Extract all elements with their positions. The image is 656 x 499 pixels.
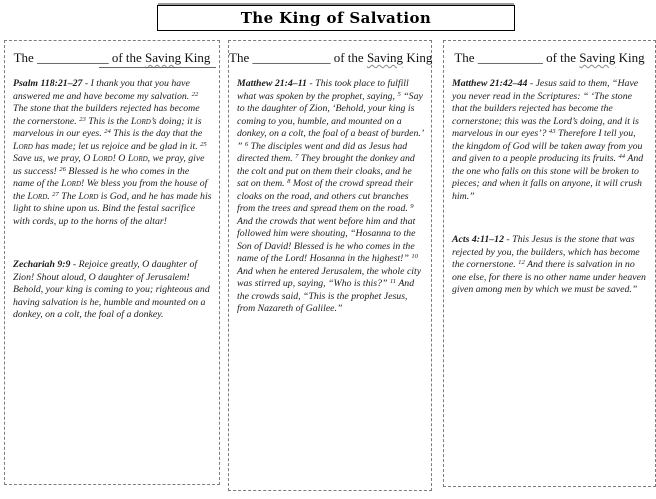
verse-number: 44 bbox=[618, 153, 626, 161]
passage-body: Jesus said to them, “Have you never read in the Scriptures: “ ‘The stone that the builders rejected has become the cornerstone; this was the Lord’s doing, and it is marvelous in our eyes’? $^{43}$ Therefore I tell you, the kingdom of God will be taken away from you and given to a people producing its fruits. $^{44}$ And the one who falls on this stone will be broken to pieces; and when it falls on anyone, it will crush him.” bbox=[452, 78, 644, 202]
header-suffix: King bbox=[403, 50, 433, 65]
header-underline bbox=[99, 67, 216, 68]
verse-number: 5 bbox=[397, 90, 401, 98]
header-fill-in-blank: ____________ bbox=[252, 50, 331, 65]
small-caps-word: Lord bbox=[27, 190, 48, 202]
small-caps-word: Lord bbox=[78, 190, 99, 202]
header-middle: of the bbox=[330, 50, 367, 65]
passage-reference: Matthew 21:4–11 bbox=[237, 78, 307, 89]
small-caps-word: Lord bbox=[61, 178, 82, 189]
header-middle: of the bbox=[542, 50, 580, 65]
passage-body: Rejoice greatly, O daughter of Zion! Shout aloud, O daughter of Jerusalem! Behold, your king is coming to you; righteous and having salvation is he, humble and mounted on a donkey, on a colt, the foal of a donkey. bbox=[13, 259, 210, 320]
verse-number: 24 bbox=[104, 128, 111, 136]
header-suffix: King bbox=[181, 50, 211, 65]
header-middle: of the bbox=[108, 50, 146, 65]
passage-reference: Zechariah 9:9 bbox=[13, 259, 71, 270]
verse-number: 8 bbox=[287, 178, 291, 186]
small-caps-word: Lord bbox=[92, 153, 113, 164]
verse-number: 9 bbox=[410, 203, 414, 211]
verse-number: 10 bbox=[411, 253, 418, 261]
passage-reference: Acts 4:11–12 bbox=[452, 234, 504, 245]
column-header bbox=[444, 50, 655, 66]
verse-number: 12 bbox=[518, 259, 525, 267]
verse-number: 22 bbox=[191, 90, 199, 98]
passage: Zechariah 9:9 - Rejoice greatly, O daughter of Zion! Shout aloud, O daughter of Jerusalem! Behold, your king is coming to you; righteous and having salvation is he, humble and mounted on a donkey, on a colt, the foal of a donkey. bbox=[13, 259, 210, 320]
passage-body: This took place to fulfill what was spoken by the prophet, saying, $^5$ “Say to the daughter of Zion, ‘Behold, your king is coming to you, humble, and mounted on a donkey, on a colt, the foal of a beast of burden.’ ” $^6$ The disciples went and did as Jesus had directed them. $^7$ They brought the donkey and the colt and put on them their cloaks, and he sat on them. $^8$ Most of the crowd spread their cloaks on the road, and others cut branches from the trees and spread them on the road. $^9$ And the crowds that went before him and that followed him were shouting, “Hosanna to the Son of David! Blessed is he who comes in the name of the Lord! Hosanna in the highest!” $^{10}$ And when he entered Jerusalem, the whole city was stirred up, saying, “Who is this?” $^{11}$ And the crowds said, “This is the prophet Jesus, from Nazareth of Galilee.” bbox=[237, 78, 424, 314]
title-box bbox=[157, 5, 515, 31]
header-prefix: The bbox=[229, 50, 253, 65]
verse-number: 23 bbox=[79, 115, 86, 123]
verse-number: 43 bbox=[548, 128, 556, 136]
header-fill-in-blank: ___________ bbox=[37, 50, 109, 65]
page-title: The King of Salvation bbox=[240, 9, 432, 27]
verse-number: 7 bbox=[295, 153, 299, 161]
column-2 bbox=[228, 40, 432, 491]
column-3 bbox=[443, 40, 656, 487]
passage: Matthew 21:42–44 - Jesus said to them, “Have you never read in the Scriptures: “ ‘The stone that the builders rejected has become the cornerstone; this was the Lord’s doing, and it is marvelous in our eyes’? $^{43}$ Therefore I tell you, the kingdom of God will be taken away from you and given to a people producing its fruits. $^{44}$ And the one who falls on this stone will be broken to pieces; and when it falls on anyone, it will crush him.” bbox=[452, 78, 644, 202]
passage-reference: Matthew 21:42–44 bbox=[452, 78, 528, 89]
passage-body: This Jesus is the stone that was rejected by you, the builders, which has become the cornerstone. $^{12}$ And there is salvation in no one else, for there is no other name under heaven given among men by which we must be saved.” bbox=[452, 234, 646, 295]
header-prefix: The bbox=[454, 50, 478, 65]
passage: Psalm 118:21–27 - I thank you that you have answered me and have become my salvation. $^{22}$ The stone that the builders rejected has become the cornerstone. $^{23}$ This is the Lord’s doing; it is marvelous in our eyes. $^{24}$ This is the day that the Lord has made; let us rejoice and be glad in it. $^{25}$ Save us, we pray, O Lord! O Lord, we pray, give us success! $^{26}$ Blessed is he who comes in the name of the Lord! We bless you from the house of the Lord. $^{27}$ The Lord is God, and he has made his light to shine upon us. Bind the festal sacrifice with cords, up to the horns of the altar! bbox=[13, 78, 212, 227]
column-1 bbox=[4, 40, 220, 485]
passage: Matthew 21:4–11 - This took place to fulfill what was spoken by the prophet, saying, $^5$ “Say to the daughter of Zion, ‘Behold, your king is coming to you, humble, and mounted on a donkey, on a colt, the foal of a beast of burden.’ ” $^6$ The disciples went and did as Jesus had directed them. $^7$ They brought the donkey and the colt and put on them their cloaks, and he sat on them. $^8$ Most of the crowd spread their cloaks on the road, and others cut branches from the trees and spread them on the road. $^9$ And the crowds that went before him and that followed him were shouting, “Hosanna to the Son of David! Blessed is he who comes in the name of the Lord! Hosanna in the highest!” $^{10}$ And when he entered Jerusalem, the whole city was stirred up, saying, “Who is this?” $^{11}$ And the crowds said, “This is the prophet Jesus, from Nazareth of Galilee.” bbox=[237, 78, 424, 314]
verse-number: 25 bbox=[200, 140, 207, 148]
header-suffix: King bbox=[615, 50, 645, 65]
small-caps-word: Lord bbox=[13, 140, 33, 152]
verse-number: 27 bbox=[52, 190, 59, 198]
passage: Acts 4:11–12 - This Jesus is the stone that was rejected by you, the builders, which has become the cornerstone. $^{12}$ And there is salvation in no one else, for there is no other name under heaven given among men by which we must be saved.” bbox=[452, 234, 646, 295]
small-caps-word: Lord bbox=[127, 153, 148, 164]
header-prefix: The bbox=[13, 50, 38, 65]
column-header bbox=[229, 50, 431, 66]
verse-number: 11 bbox=[389, 278, 397, 286]
header-underlined-word: Saving bbox=[579, 50, 616, 65]
passages bbox=[444, 66, 655, 297]
header-underlined-word: Saving bbox=[366, 50, 404, 65]
column-header bbox=[5, 50, 219, 66]
header-underlined-word: Saving bbox=[145, 50, 182, 65]
passage-reference: Psalm 118:21–27 bbox=[13, 78, 83, 89]
verse-number: 26 bbox=[59, 165, 66, 173]
passages bbox=[229, 66, 431, 316]
small-caps-word: Lord bbox=[130, 115, 151, 127]
passage-body: I thank you that you have answered me and have become my salvation. $^{22}$ The stone that the builders rejected has become the cornerstone. $^{23}$ This is the Lord’s doing; it is marvelous in our eyes. $^{24}$ This is the day that the Lord has made; let us rejoice and be glad in it. $^{25}$ Save us, we pray, O Lord! O Lord, we pray, give us success! $^{26}$ Blessed is he who comes in the name of the Lord! We bless you from the house of the Lord. $^{27}$ The Lord is God, and he has made his light to shine upon us. Bind the festal sacrifice with cords, up to the horns of the altar! bbox=[13, 78, 212, 227]
verse-number: 6 bbox=[244, 140, 249, 148]
header-fill-in-blank: __________ bbox=[477, 50, 543, 65]
passages bbox=[5, 66, 219, 322]
